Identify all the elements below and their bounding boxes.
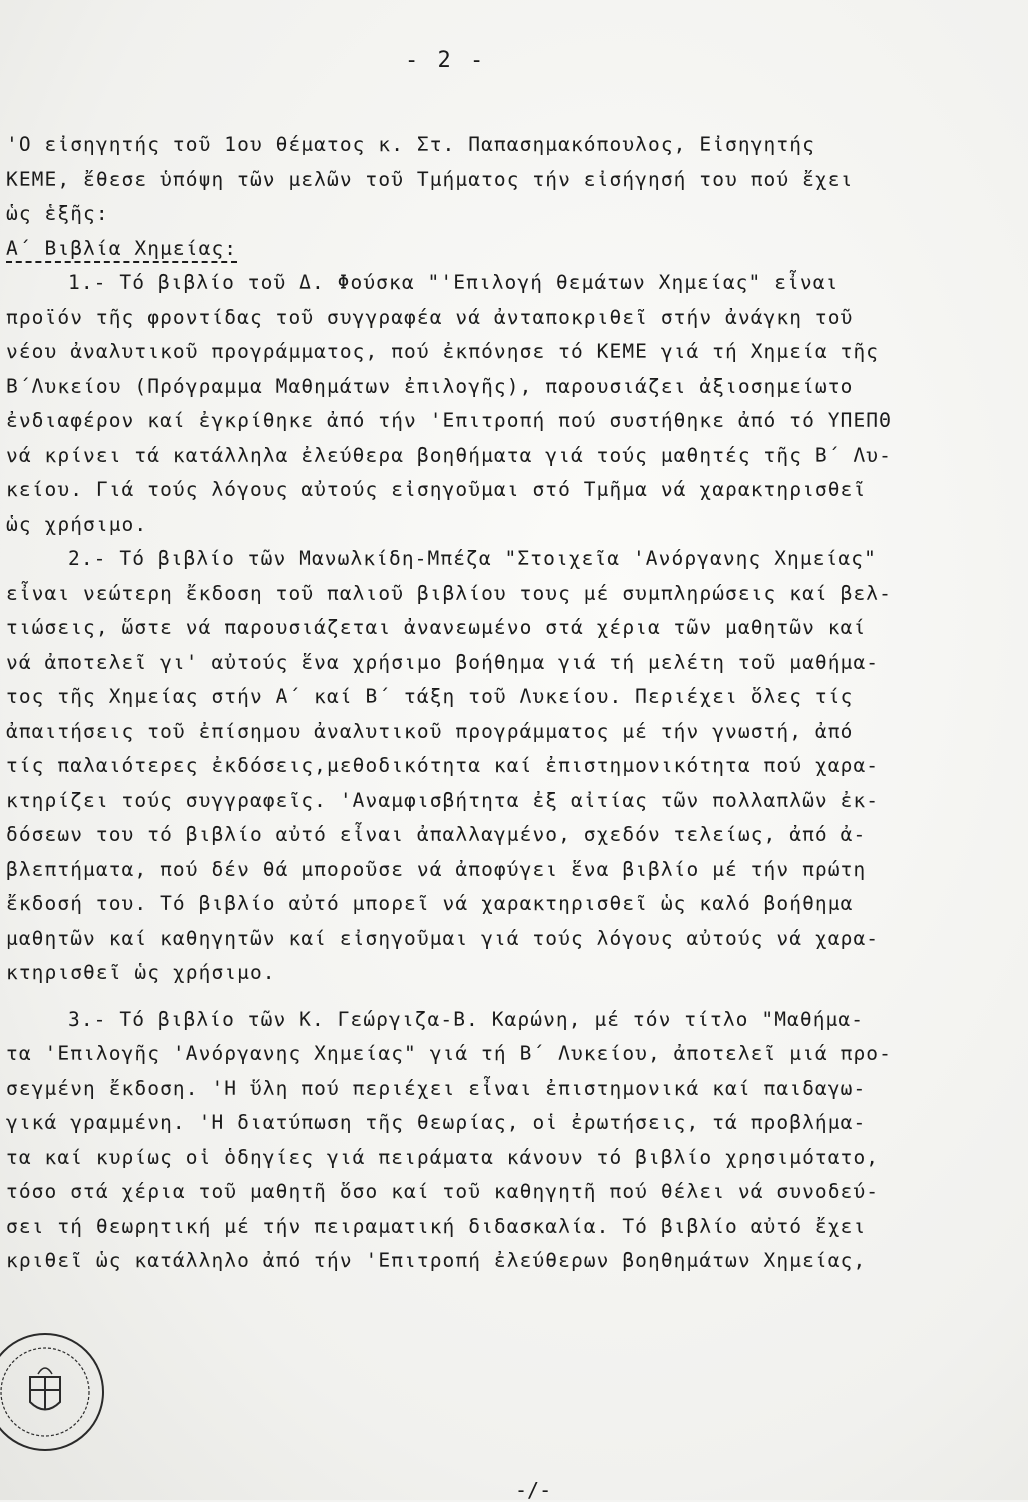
paragraph-2-line: μαθητῶν καί καθηγητῶν καί εἰσηγοῦμαι γιά τούς λόγους αὐτούς νά χαρα- <box>6 926 880 950</box>
paragraph-1-line: προϊόν τῆς φροντίδας τοῦ συγγραφέα νά ἀνταποκριθεῖ στήν ἀνάγκη τοῦ <box>6 305 854 329</box>
paragraph-2-line: ἔκδοσή του. Τό βιβλίο αὐτό μπορεῖ νά χαρακτηρισθεῖ ὡς καλό βοήθημα <box>6 892 854 915</box>
paragraph-2-line: βλεπτήματα, πού δέν θά μποροῦσε νά ἀποφύγει ἕνα βιβλίο μέ τήν πρώτη <box>6 857 867 881</box>
paragraph-3-line: τόσο στά χέρια τοῦ μαθητῆ ὅσο καί τοῦ καθηγητῆ πού θέλει νά συνοδεύ- <box>6 1180 880 1203</box>
section-heading-line <box>6 232 996 267</box>
paragraph-1-line: κείου. Γιά τούς λόγους αὐτούς εἰσηγοῦμαι στό Τμῆμα νά χαρακτηρισθεῖ <box>6 478 867 501</box>
page-number: - 2 - <box>405 48 487 73</box>
paragraph-1-line: νέου ἀναλυτικοῦ προγράμματος, πού ἐκπόνησε τό ΚΕΜΕ γιά τή Χημεία τῆς <box>6 340 880 363</box>
intro-line: ὡς ἑξῆς: <box>6 202 109 225</box>
official-seal-stamp <box>0 1322 120 1462</box>
paragraph-1-line: Β΄Λυκείου (Πρόγραμμα Μαθημάτων ἐπιλογῆς), παρουσιάζει ἀξιοσημείωτο <box>6 374 854 398</box>
intro-line: 'Ο εἰσηγητής τοῦ 1ου θέματος κ. Στ. Παπασημακόπουλος, Εἰσηγητής <box>6 133 815 156</box>
paragraph-2-line: 2.- Τό βιβλίο τῶν Μανωλκίδη-Μπέζα "Στοιχεῖα 'Ανόργανης Χημείας" <box>68 547 877 570</box>
paragraph-2-line: τιώσεις, ὥστε νά παρουσιάζεται ἀνανεωμένο στά χέρια τῶν μαθητῶν καί <box>6 616 867 639</box>
paragraph-3-line: σεγμένη ἔκδοση. 'Η ὕλη πού περιέχει εἶναι ἐπιστημονικά καί παιδαγω- <box>6 1076 867 1100</box>
paragraph-3-line: γικά γραμμένη. 'Η διατύπωση τῆς θεωρίας, οἱ ἐρωτήσεις, τά προβλήμα- <box>6 1111 867 1134</box>
paragraph-3-line: σει τή θεωρητική μέ τήν πειραματική διδασκαλία. Τό βιβλίο αὐτό ἔχει <box>6 1214 867 1238</box>
paragraph-2-line: κτηρίζει τούς συγγραφεῖς. 'Αναμφισβήτητα ἐξ αἰτίας τῶν πολλαπλῶν ἐκ- <box>6 788 880 812</box>
paragraph-1-line: 1.- Τό βιβλίο τοῦ Δ. Φούσκα "'Επιλογή θεμάτων Χημείας" εἶναι <box>68 271 839 294</box>
paragraph-2-line: δόσεων του τό βιβλίο αὐτό εἶναι ἀπαλλαγμένο, σχεδόν τελείως, ἀπό ἀ- <box>6 823 867 846</box>
paragraph-2-line: νά ἀποτελεῖ γι' αὐτούς ἕνα χρήσιμο βοήθημα γιά τή μελέτη τοῦ μαθήμα- <box>6 650 880 674</box>
paragraph-gap <box>6 991 996 1003</box>
section-heading: Α΄ Βιβλία Χημείας: <box>6 237 237 263</box>
paragraph-3-line: τα καί κυρίως οἱ ὁδηγίες γιά πειράματα κάνουν τό βιβλίο χρησιμότατο, <box>6 1145 880 1169</box>
paragraph-2-line: ἀπαιτήσεις τοῦ ἐπίσημου ἀναλυτικοῦ προγράμματος μέ τήν γνωστή, ἀπό <box>6 719 854 743</box>
paragraph-3-line: κριθεῖ ὡς κατάλληλο ἀπό τήν 'Επιτροπή ἐλεύθερων βοηθημάτων Χημείας, <box>6 1249 867 1272</box>
paragraph-2-line: εἶναι νεώτερη ἔκδοση τοῦ παλιοῦ βιβλίου τους μέ συμπληρώσεις καί βελ- <box>6 581 892 605</box>
paragraph-1-line: ἐνδιαφέρον καί ἐγκρίθηκε ἀπό τήν 'Επιτροπή πού συστήθηκε ἀπό τό ΥΠΕΠΘ <box>6 409 892 432</box>
document-body <box>6 128 996 1279</box>
paragraph-1-line: ὡς χρήσιμο. <box>6 512 148 536</box>
bottom-continuation-mark: -/- <box>515 1478 552 1502</box>
intro-line: ΚΕΜΕ, ἔθεσε ὑπόψη τῶν μελῶν τοῦ Τμήματος τήν εἰσήγησή του πού ἔχει <box>6 167 854 191</box>
paragraph-3-line: 3.- Τό βιβλίο τῶν Κ. Γεώργιζα-Β. Καρώνη, μέ τόν τίτλο "Μαθήμα- <box>68 1007 865 1031</box>
paragraph-1-line: νά κρίνει τά κατάλληλα ἐλεύθερα βοηθήματα γιά τούς μαθητές τῆς Β΄ Λυ- <box>6 443 892 467</box>
paragraph-3-line: τα 'Επιλογῆς 'Ανόργανης Χημείας" γιά τή Β΄ Λυκείου, ἀποτελεῖ μιά προ- <box>6 1042 892 1065</box>
paragraph-2-line: κτηρισθεῖ ὡς χρήσιμο. <box>6 961 276 984</box>
paragraph-2-line: τος τῆς Χημείας στήν Α΄ καί Β΄ τάξη τοῦ Λυκείου. Περιέχει ὅλες τίς <box>6 685 854 708</box>
paragraph-2-line: τίς παλαιότερες ἐκδόσεις,μεθοδικότητα καί ἐπιστημονικότητα πού χαρα- <box>6 754 880 777</box>
